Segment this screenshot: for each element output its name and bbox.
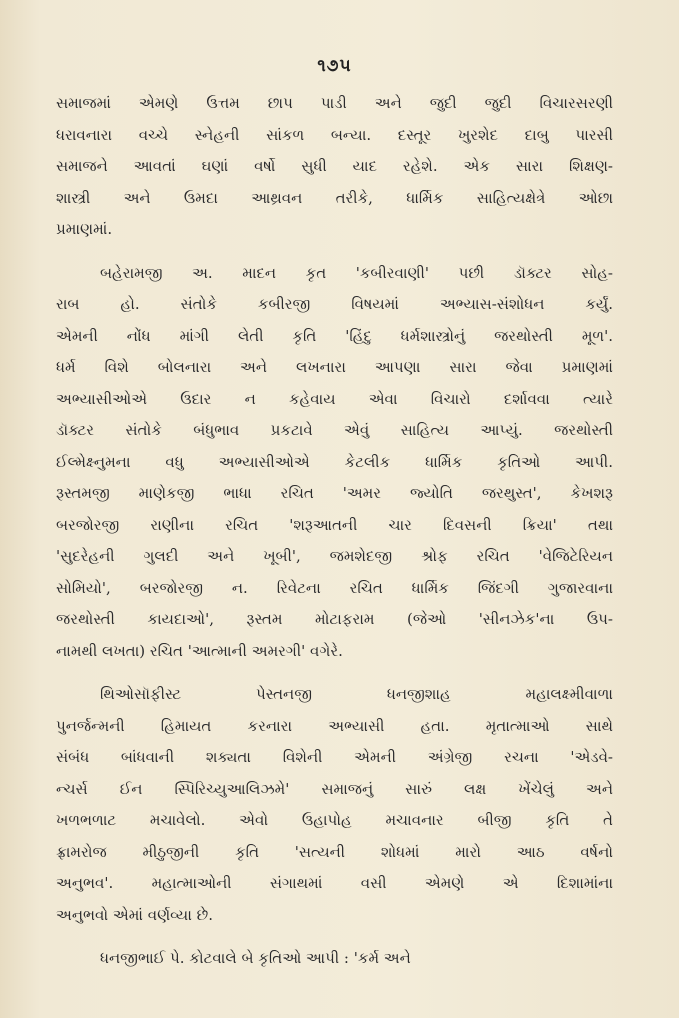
text-line: થિઓસૉફીસ્ટ પેસ્તનજી ધનજીશાહ મહાલક્ષ્મીવાળા	[100, 685, 613, 703]
paragraph-1	[56, 88, 613, 246]
text-line: ઈલ્મેક્ષ્નુમના વધુ અભ્યાસીઓએ કેટલીક ધાર્મિક કૃતિઓ આપી.	[56, 452, 613, 471]
text-line: રૂસ્તમજી માણેકજી ભાધા રચિત 'અમર જ્યોતિ જરથુસ્ત', કેખશરૂ	[56, 484, 613, 502]
text-line: ફ્રામરોજ મીઠુજીની કૃતિ 'સત્યની શોધમાં મારો આઠ વર્ષનો	[56, 842, 613, 861]
text-line: સમાજમાં એમણે ઉત્તમ છાપ પાડી અને જુદી જુદી વિચારસરણી	[56, 94, 613, 112]
text-line: ન્ચર્સ ઈન સ્પિરિચ્યુઆલિઝમે' સમાજનું સારું લક્ષ ખેંચેલું અને	[56, 779, 613, 798]
text-line: ખળભળાટ મચાવેલો. એવો ઉહાપોહ મચાવનાર બીજી કૃતિ તે	[56, 811, 613, 829]
text-line: ડૉક્ટર સંતોકે બંધુભાવ પ્રકટાવે એવું સાહિત્ય આપ્યું. જરથોસ્તી	[56, 421, 613, 439]
text-line: સમાજને આવતાં ઘણાં વર્ષો સુધી યાદ રહેશે. એક સારા શિક્ષણ-	[56, 157, 613, 175]
text-line: રાબ હો. સંતોકે કબીરજી વિષયમાં અભ્યાસ-સંશોધન કર્યું.	[56, 295, 613, 313]
text-line: ધર્મ વિશે બોલનારા અને લખનારા આપણા સારા જેવા પ્રમાણમાં	[56, 358, 613, 376]
text-line: નામથી લખતા) રચિત 'આત્માની અમરગી' વગેરે.	[56, 641, 343, 660]
text-line: સંબંધ બાંધવાની શક્યતા વિશેની એમની અંગ્રેજી રચના 'એડવે-	[56, 748, 613, 766]
paragraph-4	[56, 943, 613, 975]
text-line: અભ્યાસીઓએ ઉદાર ન કહેવાય એવા વિચારો દર્શાવવા ત્યારે	[56, 389, 613, 408]
text-line: અનુભવો એમાં વર્ણવ્યા છે.	[56, 905, 213, 924]
text-line: શાસ્ત્રી અને ઉમદા આથ્રવન તરીકે, ધાર્મિક સાહિત્યક્ષેત્રે ઓછા	[56, 188, 613, 207]
paragraph-2	[56, 258, 613, 668]
text-line: પ્રમાણમાં.	[56, 220, 113, 238]
text-line: પુનર્જન્મની હિમાયત કરનારા અભ્યાસી હતા. મૃતાત્માઓ સાથે	[56, 716, 613, 735]
text-line: બરજોરજી રાણીના રચિત 'શરૂઆતની ચાર દિવસની ક્રિયા' તથા	[56, 515, 613, 534]
text-line: અનુભવ'. મહાત્માઓની સંગાથમાં વસી એમણે એ દિશામાંના	[56, 874, 613, 892]
text-line: 'સુદરેહની ગુલદી અને ખૂબી', જમશેદજી શ્રોફ રચિત 'વેજિટેરિયન	[56, 547, 613, 565]
page-number: ૧૭૫	[317, 56, 352, 76]
text-line: ધરાવનારા વચ્ચે સ્નેહની સાંકળ બન્યા. દસ્તૂર ખુરશેદ દાબુ પારસી	[56, 125, 613, 144]
text-line: ધનજીભાઈ પે. કોટવાલે બે કૃતિઓ આપી : 'કર્મ અને	[100, 949, 411, 967]
text-line: જરથોસ્તી કાયદાઓ', રૂસ્તમ મોટાફરામ (જેઓ 'સીનઝેક'ના ઉપ-	[56, 610, 613, 628]
text-line: બહેરામજી અ. માદન કૃત 'કબીરવાણી' પછી ડૉક્ટર સોહ-	[100, 263, 613, 282]
paragraph-3	[56, 679, 613, 931]
text-line: એમની નોંધ માંગી લેતી કૃતિ 'હિંદુ ધર્મશાસ્ત્રોનું જરથોસ્તી મૂળ'.	[56, 326, 613, 345]
text-line: સોમિયો', બરજોરજી ન. રિવેટના રચિત ધાર્મિક જિંદગી ગુજારવાના	[56, 578, 613, 597]
